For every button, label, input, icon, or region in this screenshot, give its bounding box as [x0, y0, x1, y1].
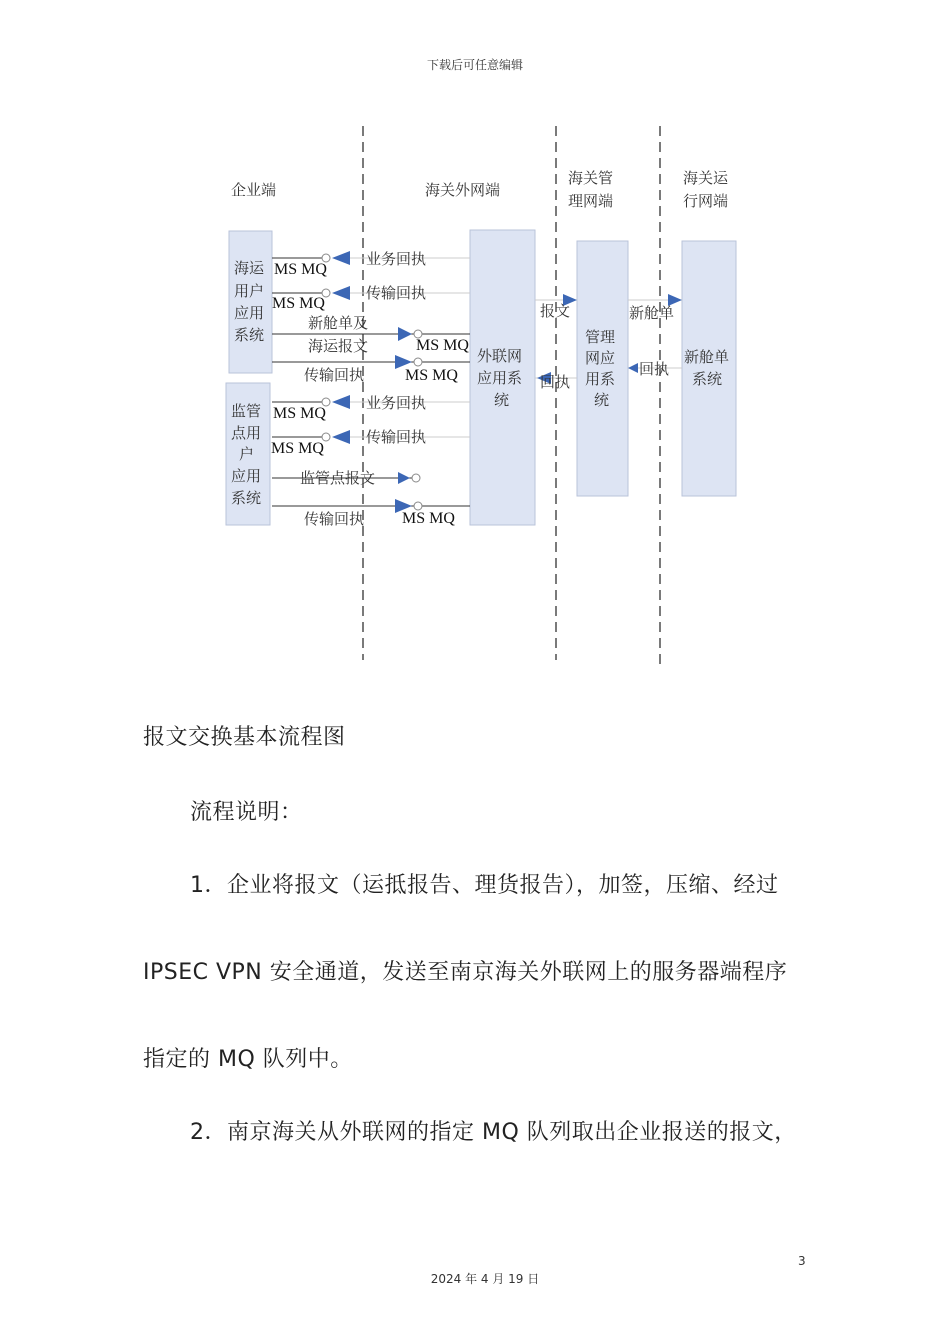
box-mgmt-app	[577, 241, 628, 496]
paragraph-1-line-1: 1．企业将报文（运抵报告、理货报告），加签，压缩、经过	[190, 873, 779, 898]
arrow-left	[332, 430, 350, 444]
paragraph-1-line-3: 指定的 MQ 队列中。	[143, 1047, 353, 1072]
svg-text:应用系: 应用系	[477, 369, 523, 387]
page-header: 下载后可任意编辑	[426, 58, 523, 72]
svg-text:用户: 用户	[234, 282, 265, 300]
svg-text:系统: 系统	[234, 326, 265, 344]
zone-ops-line1: 海关运	[683, 169, 729, 187]
label-transfer-receipt-3: 传输回执	[366, 428, 427, 446]
figure-caption: 报文交换基本流程图	[143, 725, 346, 750]
page-footer-date: 2024 年 4 月 19 日	[430, 1272, 540, 1286]
label-receipt-1: 回执	[540, 373, 571, 391]
arrow-right	[398, 327, 412, 341]
arrow-left	[628, 363, 638, 373]
svg-text:新舱单: 新舱单	[684, 348, 730, 366]
paragraph-2-line-1: 2．南京海关从外联网的指定 MQ 队列取出企业报送的报文，	[190, 1120, 797, 1145]
label-business-receipt-2: 业务回执	[366, 394, 427, 412]
box-shipping-user	[229, 231, 272, 373]
svg-text:监管: 监管	[231, 402, 262, 420]
svg-text:应用: 应用	[234, 304, 265, 322]
label-ms-mq: MS MQ	[402, 510, 455, 527]
svg-text:外联网: 外联网	[477, 347, 523, 365]
arrow-left	[332, 395, 350, 409]
svg-text:统: 统	[494, 391, 510, 409]
page-number: 3	[798, 1254, 806, 1268]
arrow-left	[332, 251, 350, 265]
svg-text:用系: 用系	[585, 370, 616, 388]
paragraph-1-line-2: IPSEC VPN 安全通道，发送至南京海关外联网上的服务器端程序	[143, 960, 788, 985]
svg-text:管理: 管理	[585, 328, 616, 346]
svg-text:系统: 系统	[692, 370, 723, 388]
arrow-right	[398, 472, 410, 484]
zone-mgmt-line2: 理网端	[568, 192, 614, 210]
label-new-manifest-and-2: 海运报文	[308, 337, 369, 355]
zone-extranet: 海关外网端	[425, 181, 501, 199]
arrow-left	[332, 286, 350, 300]
label-transfer-receipt-4: 传输回执	[304, 510, 365, 528]
label-supervision-report: 监管点报文	[300, 469, 376, 487]
label-ms-mq: MS MQ	[274, 261, 327, 278]
intro-text: 流程说明：	[190, 800, 303, 825]
label-ms-mq: MS MQ	[273, 405, 326, 422]
label-business-receipt-1: 业务回执	[366, 250, 427, 268]
zone-mgmt-line1: 海关管	[568, 169, 614, 187]
label-receipt-2: 回执	[639, 360, 670, 378]
svg-text:点用: 点用	[231, 424, 262, 442]
svg-text:海运: 海运	[234, 259, 265, 277]
box-new-manifest	[682, 241, 736, 496]
label-ms-mq: MS MQ	[272, 295, 325, 312]
svg-text:应用: 应用	[231, 467, 262, 485]
svg-text:网应: 网应	[585, 349, 616, 367]
label-new-manifest: 新舱单	[629, 304, 675, 322]
label-transfer-receipt-2: 传输回执	[304, 366, 365, 384]
label-ms-mq: MS MQ	[271, 440, 324, 457]
svg-text:系统: 系统	[231, 489, 262, 507]
label-ms-mq: MS MQ	[405, 367, 458, 384]
zone-ops-line2: 行网端	[683, 192, 729, 210]
label-new-manifest-and-1: 新舱单及	[308, 314, 369, 332]
label-message: 报文	[540, 302, 571, 320]
label-transfer-receipt-1: 传输回执	[366, 284, 427, 302]
label-ms-mq: MS MQ	[416, 337, 469, 354]
zone-enterprise: 企业端	[231, 181, 277, 199]
svg-text:统: 统	[594, 391, 610, 409]
svg-text:户: 户	[239, 445, 255, 463]
